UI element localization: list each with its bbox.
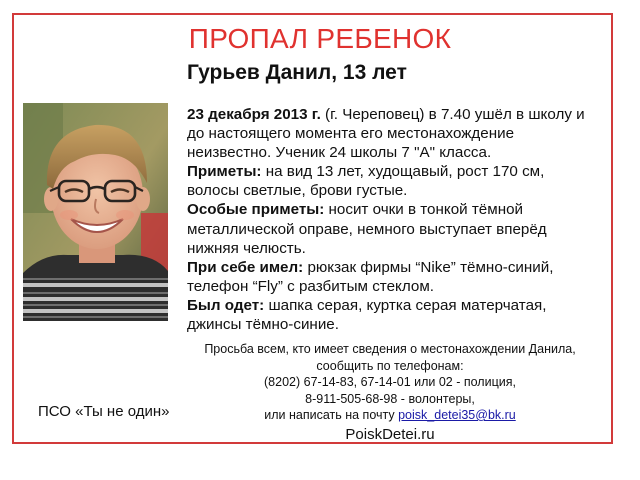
police-phones: (8202) 67-14-83, 67-14-01 или 02 - полиция, — [264, 375, 516, 389]
special-signs-text: носит очки в тонкой тёмной — [324, 201, 524, 219]
date-label: 23 декабря 2013 г. — [187, 106, 321, 123]
details-line: неизвестно. Ученик 24 школы 7 "А" класса. — [187, 144, 492, 162]
email-link[interactable]: poisk_detei35@bk.ru — [398, 408, 516, 422]
contact-appeal — [160, 341, 620, 445]
dressed-label: Был одет: — [187, 296, 265, 314]
details-line — [187, 200, 627, 219]
email-prefix: или написать на почту — [264, 408, 399, 422]
missing-person-details — [187, 105, 627, 334]
details-line: нижняя челюсть. — [187, 239, 306, 257]
date-text: (г. Череповец) в 7.40 ушёл в школу и — [320, 106, 585, 123]
organization-name: ПСО «Ты не один» — [38, 403, 170, 420]
missing-person-name: Гурьев Данил, 13 лет — [187, 61, 407, 84]
poster-headline: ПРОПАЛ РЕБЕНОК — [188, 23, 452, 54]
appeal-line: Просьба всем, кто имеет сведения о местонахождении Данила, — [204, 342, 576, 356]
details-line — [187, 162, 627, 181]
carried-text: рюкзак фирмы “Nike” тёмно-синий, — [303, 258, 554, 276]
appeal-line — [160, 407, 620, 424]
details-line: до настоящего момента его местонахождение — [187, 125, 515, 143]
signs-label: Приметы: — [187, 163, 262, 181]
details-line: джинсы тёмно-синие. — [187, 316, 339, 334]
signs-text: на вид 13 лет, худощавый, рост 170 см, — [261, 163, 545, 181]
appeal-line: сообщить по телефонам: — [316, 358, 464, 373]
missing-person-photo — [23, 103, 168, 321]
dressed-text: шапка серая, куртка серая матерчатая, — [264, 296, 547, 314]
carried-label: При себе имел: — [187, 258, 304, 276]
volunteer-phone: 8-911-505-68-98 - волонтеры, — [305, 391, 475, 406]
special-signs-label: Особые приметы: — [187, 201, 325, 219]
details-line — [187, 258, 627, 277]
details-line — [187, 105, 627, 124]
details-line: металлической оправе, немного выступает вперёд — [187, 220, 547, 238]
details-line — [187, 296, 627, 315]
details-line: телефон “Fly” с разбитым стеклом. — [187, 277, 434, 295]
website-label: PoiskDetei.ru — [345, 425, 435, 443]
portrait-of-missing-boy-icon — [23, 103, 168, 321]
details-line: волосы светлые, брови густые. — [187, 182, 408, 200]
